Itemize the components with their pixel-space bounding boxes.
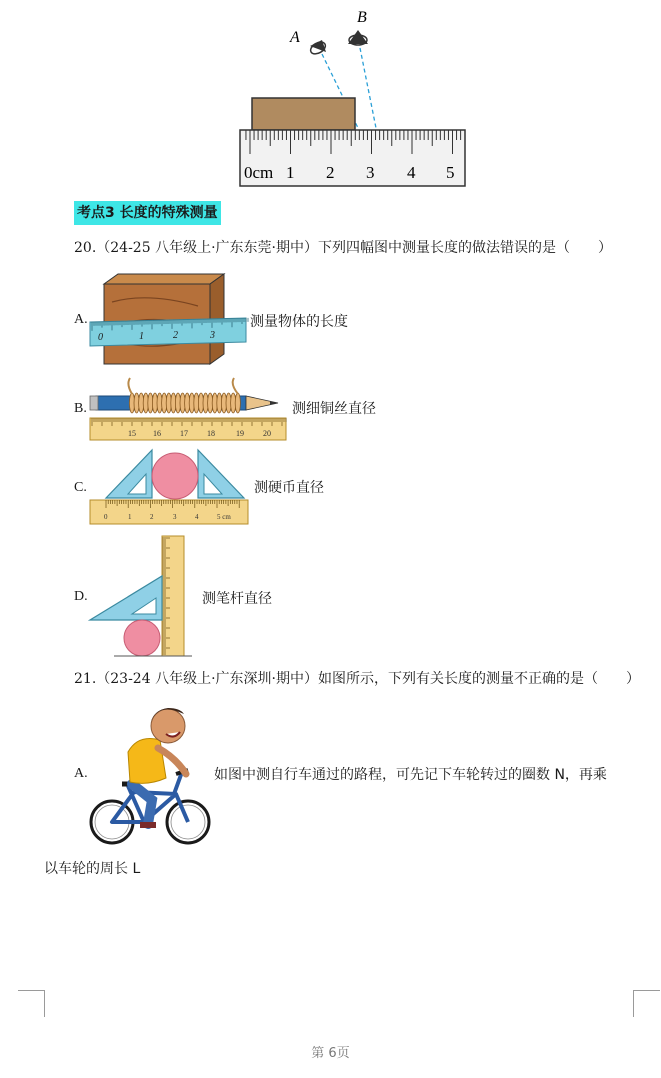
- ruler-label: 5: [446, 163, 455, 182]
- ruler-reading-figure: [230, 0, 480, 195]
- ruler-label: 0: [104, 513, 108, 521]
- label-b: B: [357, 9, 367, 26]
- eye-a-icon: [309, 40, 328, 57]
- ruler-label: 17: [180, 429, 188, 438]
- eye-b-icon: [348, 30, 368, 45]
- ruler-label: 15: [128, 429, 136, 438]
- copper-wire-coil: [128, 378, 240, 413]
- ruler-label: 5 cm: [217, 513, 231, 521]
- question-20-stem: 20.（24-25 八年级上·广东东莞·期中）下列四幅图中测量长度的做法错误的是（ ）: [74, 240, 612, 256]
- ruler-label: 20: [263, 429, 271, 438]
- ruler-label: 1: [286, 163, 295, 182]
- ruler-label: 1: [128, 513, 132, 521]
- option-b-letter: B.: [74, 401, 87, 416]
- ruler-label: 0: [98, 332, 103, 343]
- ruler-label: 19: [236, 429, 244, 438]
- option-a-figure: [88, 272, 250, 372]
- option-c-figure: [88, 448, 252, 530]
- ruler-label: 2: [326, 163, 335, 182]
- option-a-letter: A.: [74, 766, 88, 781]
- ruler-label: 4: [195, 513, 199, 521]
- page-corner-mark-left: [18, 990, 45, 1017]
- option-c-letter: C.: [74, 480, 87, 495]
- ruler-label: 16: [153, 429, 161, 438]
- option-c-text: 测硬币直径: [254, 480, 324, 496]
- option-d-letter: D.: [74, 589, 88, 604]
- ruler-label: 3: [173, 513, 177, 521]
- page-corner-mark-right: [633, 990, 660, 1017]
- ruler-label: 2: [173, 330, 178, 341]
- ruler-label: 3: [210, 330, 215, 341]
- ruler-label: 18: [207, 429, 215, 438]
- option-b-text: 测细铜丝直径: [292, 401, 376, 417]
- question-21-stem: 21.（23-24 八年级上·广东深圳·期中）如图所示，下列有关长度的测量不正确的是（ ）: [74, 671, 640, 687]
- ruler-body: [240, 130, 465, 186]
- q21-option-a-text-line2: 以车轮的周长 L: [44, 861, 141, 877]
- coin: [152, 453, 198, 499]
- page-number: 第 6页: [311, 1046, 350, 1061]
- option-d-text: 测笔杆直径: [202, 591, 272, 607]
- option-d-figure: [88, 534, 198, 664]
- wooden-block: [252, 98, 355, 130]
- option-b-figure: [88, 376, 288, 446]
- sight-line-b: [360, 48, 376, 128]
- cyclist-illustration: [88, 700, 216, 852]
- ruler-label: 3: [366, 163, 375, 182]
- ruler-label: 4: [407, 163, 416, 182]
- ruler-label: 0cm: [244, 163, 274, 182]
- section-heading: 考点3 长度的特殊测量: [74, 201, 221, 225]
- ruler-label: 1: [139, 331, 144, 342]
- pen-barrel-section: [124, 620, 160, 656]
- option-a-text: 测量物体的长度: [250, 314, 348, 330]
- q21-option-a-text-line1: 如图中测自行车通过的路程，可先记下车轮转过的圈数 N，再乘: [214, 767, 607, 783]
- option-a-letter: A.: [74, 312, 88, 327]
- label-a: A: [290, 29, 300, 46]
- ruler-label: 2: [150, 513, 154, 521]
